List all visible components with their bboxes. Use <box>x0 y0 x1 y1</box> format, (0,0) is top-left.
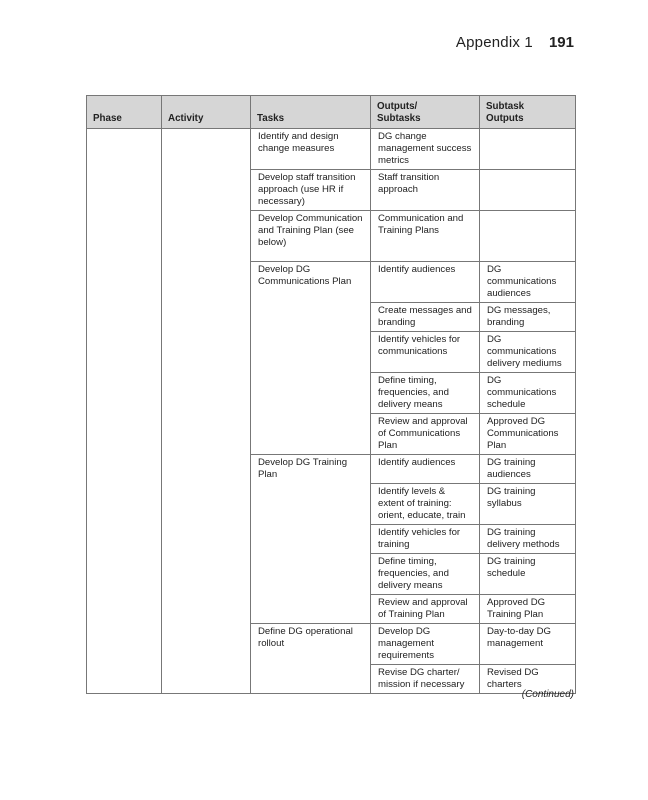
output-cell: Identify vehicles for training <box>371 525 480 554</box>
output-cell: Define timing, frequencies, and delivery means <box>371 373 480 414</box>
subtask-output-cell <box>480 211 576 262</box>
appendix-label: Appendix 1 <box>455 34 533 51</box>
output-cell: Review and approval of Communications Plan <box>371 414 480 455</box>
table-header-row <box>87 96 576 129</box>
output-cell: DG change management success metrics <box>371 129 480 170</box>
running-header <box>456 34 574 51</box>
task-cell: Develop DG management requirements <box>371 624 480 665</box>
output-cell: Identify levels & extent of training: orient, educate, train <box>371 484 480 525</box>
subtask-output-cell <box>480 129 576 170</box>
subtask-output-cell: DG communications delivery mediums <box>480 332 576 373</box>
task-cell: Develop DG Training Plan <box>251 455 371 624</box>
subtask-output-cell <box>480 170 576 211</box>
output-cell: Review and approval of Training Plan <box>371 595 480 624</box>
subtask-output-cell: Approved DG Training Plan <box>480 595 576 624</box>
subtask-output-cell: DG training delivery methods <box>480 525 576 554</box>
subtask-output-cell: DG training schedule <box>480 554 576 595</box>
output-cell: Identify vehicles for communications <box>371 332 480 373</box>
subtask-output-cell: DG messages, branding <box>480 303 576 332</box>
subtask-output-cell: DG communications schedule <box>480 373 576 414</box>
task-cell: Revise DG charter/ mission if necessary <box>371 665 480 694</box>
page-number: 191 <box>548 34 574 51</box>
output-cell: Day-to-day DG management <box>480 624 576 665</box>
dg-rollout-table <box>86 95 576 694</box>
continued-note: (Continued) <box>521 689 574 700</box>
task-cell: Identify and design change measures <box>251 129 371 170</box>
column-header-activity: Activity <box>162 96 251 129</box>
subtask-output-cell: DG training audiences <box>480 455 576 484</box>
task-cell: Develop staff transition approach (use HR if necessary) <box>251 170 371 211</box>
output-cell: Staff transition approach <box>371 170 480 211</box>
output-cell: Identify audiences <box>371 455 480 484</box>
column-header-subtask-outputs: Subtask Outputs <box>480 96 576 129</box>
column-header-phase: Phase <box>87 96 162 129</box>
subtask-output-cell: DG training syllabus <box>480 484 576 525</box>
subtask-output-cell: Approved DG Communications Plan <box>480 414 576 455</box>
table-row <box>87 129 576 170</box>
task-cell: Develop Communication and Training Plan (see below) <box>251 211 371 262</box>
phase-cell <box>87 129 162 694</box>
activity-cell-empty <box>162 129 251 694</box>
output-cell: Define timing, frequencies, and delivery means <box>371 554 480 595</box>
output-cell: Create messages and branding <box>371 303 480 332</box>
task-cell: Develop DG Communications Plan <box>251 262 371 455</box>
subtask-output-cell: DG communications audiences <box>480 262 576 303</box>
output-cell: Identify audiences <box>371 262 480 303</box>
output-cell: Revised DG charters <box>480 665 576 694</box>
column-header-tasks: Tasks <box>251 96 371 129</box>
column-header-outputs-subtasks: Outputs/ Subtasks <box>371 96 480 129</box>
output-cell: Communication and Training Plans <box>371 211 480 262</box>
activity-cell: Define DG operational rollout <box>251 624 371 694</box>
